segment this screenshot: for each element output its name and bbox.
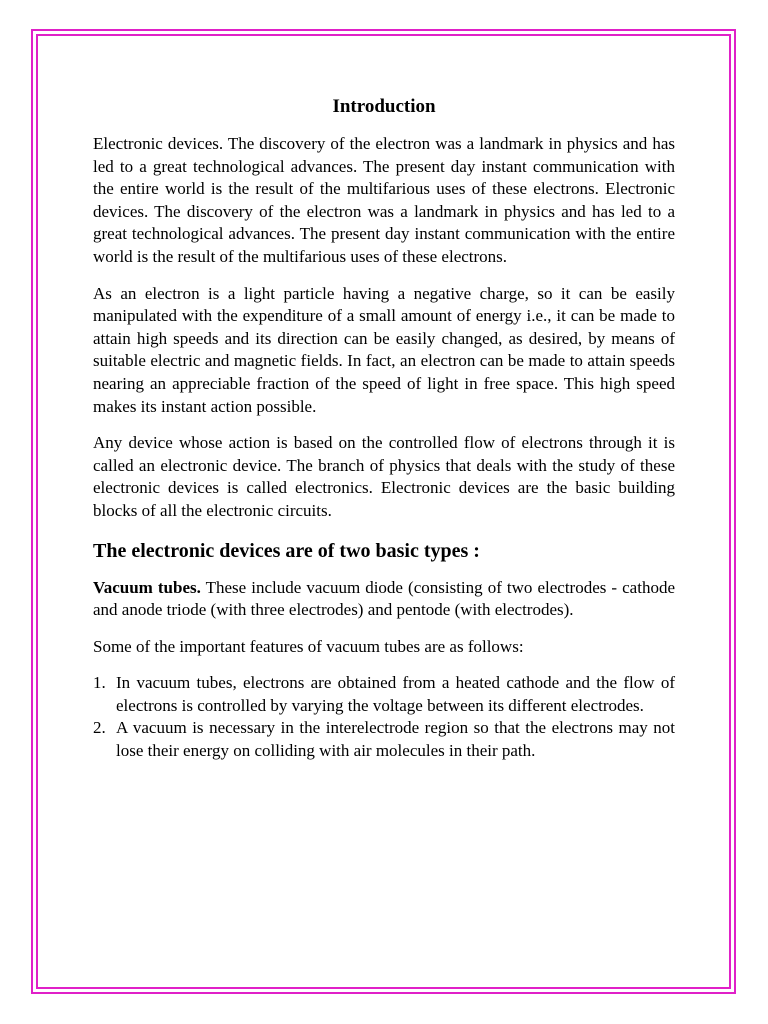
document-title: Introduction	[332, 96, 436, 117]
document-body	[93, 94, 675, 763]
list-item	[93, 717, 675, 762]
list-item-number: 1.	[93, 673, 106, 693]
paragraph-vacuum-tubes	[93, 577, 675, 622]
paragraph-electronic-device: Any device whose action is based on the controlled flow of electrons through it is called an electronic device. The branch of physics that deals with the study of these electronic devices is called electronics. Electronic devices are the basic building blocks of all the electronic circuits.	[93, 433, 675, 520]
features-list	[93, 672, 675, 762]
paragraph-electron-properties: As an electron is a light particle having a negative charge, so it can be easily manipulated with the expenditure of a small amount of energy i.e., it can be made to attain high speeds and its direction can be easily changed, as desired, by means of suitable electric and magnetic fields. In fact, an electron can be made to attain speeds nearing an appreciable fraction of the speed of light in free space. This high speed makes its instant action possible.	[93, 283, 675, 416]
vacuum-tubes-lead: Vacuum tubes.	[93, 577, 201, 597]
section-heading: The electronic devices are of two basic types :	[93, 539, 480, 562]
list-item-number: 2.	[93, 718, 106, 738]
list-item-text: A vacuum is necessary in the interelectrode region so that the electrons may not lose their energy on colliding with air molecules in their path.	[116, 718, 675, 761]
paragraph-intro: Electronic devices. The discovery of the electron was a landmark in physics and has led to a great technological advances. The present day instant communication with the entire world is the result of the multifarious uses of these electrons. Electronic devices. The discovery of the electron was a landmark in physics and has led to a great technological advances. The present day instant communication with the entire world is the result of the multifarious uses of these electrons.	[93, 134, 675, 266]
list-item	[93, 672, 675, 717]
paragraph-features-intro: Some of the important features of vacuum tubes are as follows:	[93, 636, 524, 656]
vacuum-tubes-text: These include vacuum diode (consisting of two electrodes - cathode and anode triode (with three electrodes) and pentode (with electrodes).	[93, 577, 675, 620]
list-item-text: In vacuum tubes, electrons are obtained from a heated cathode and the flow of electrons is controlled by varying the voltage between its different electrodes.	[116, 673, 675, 715]
